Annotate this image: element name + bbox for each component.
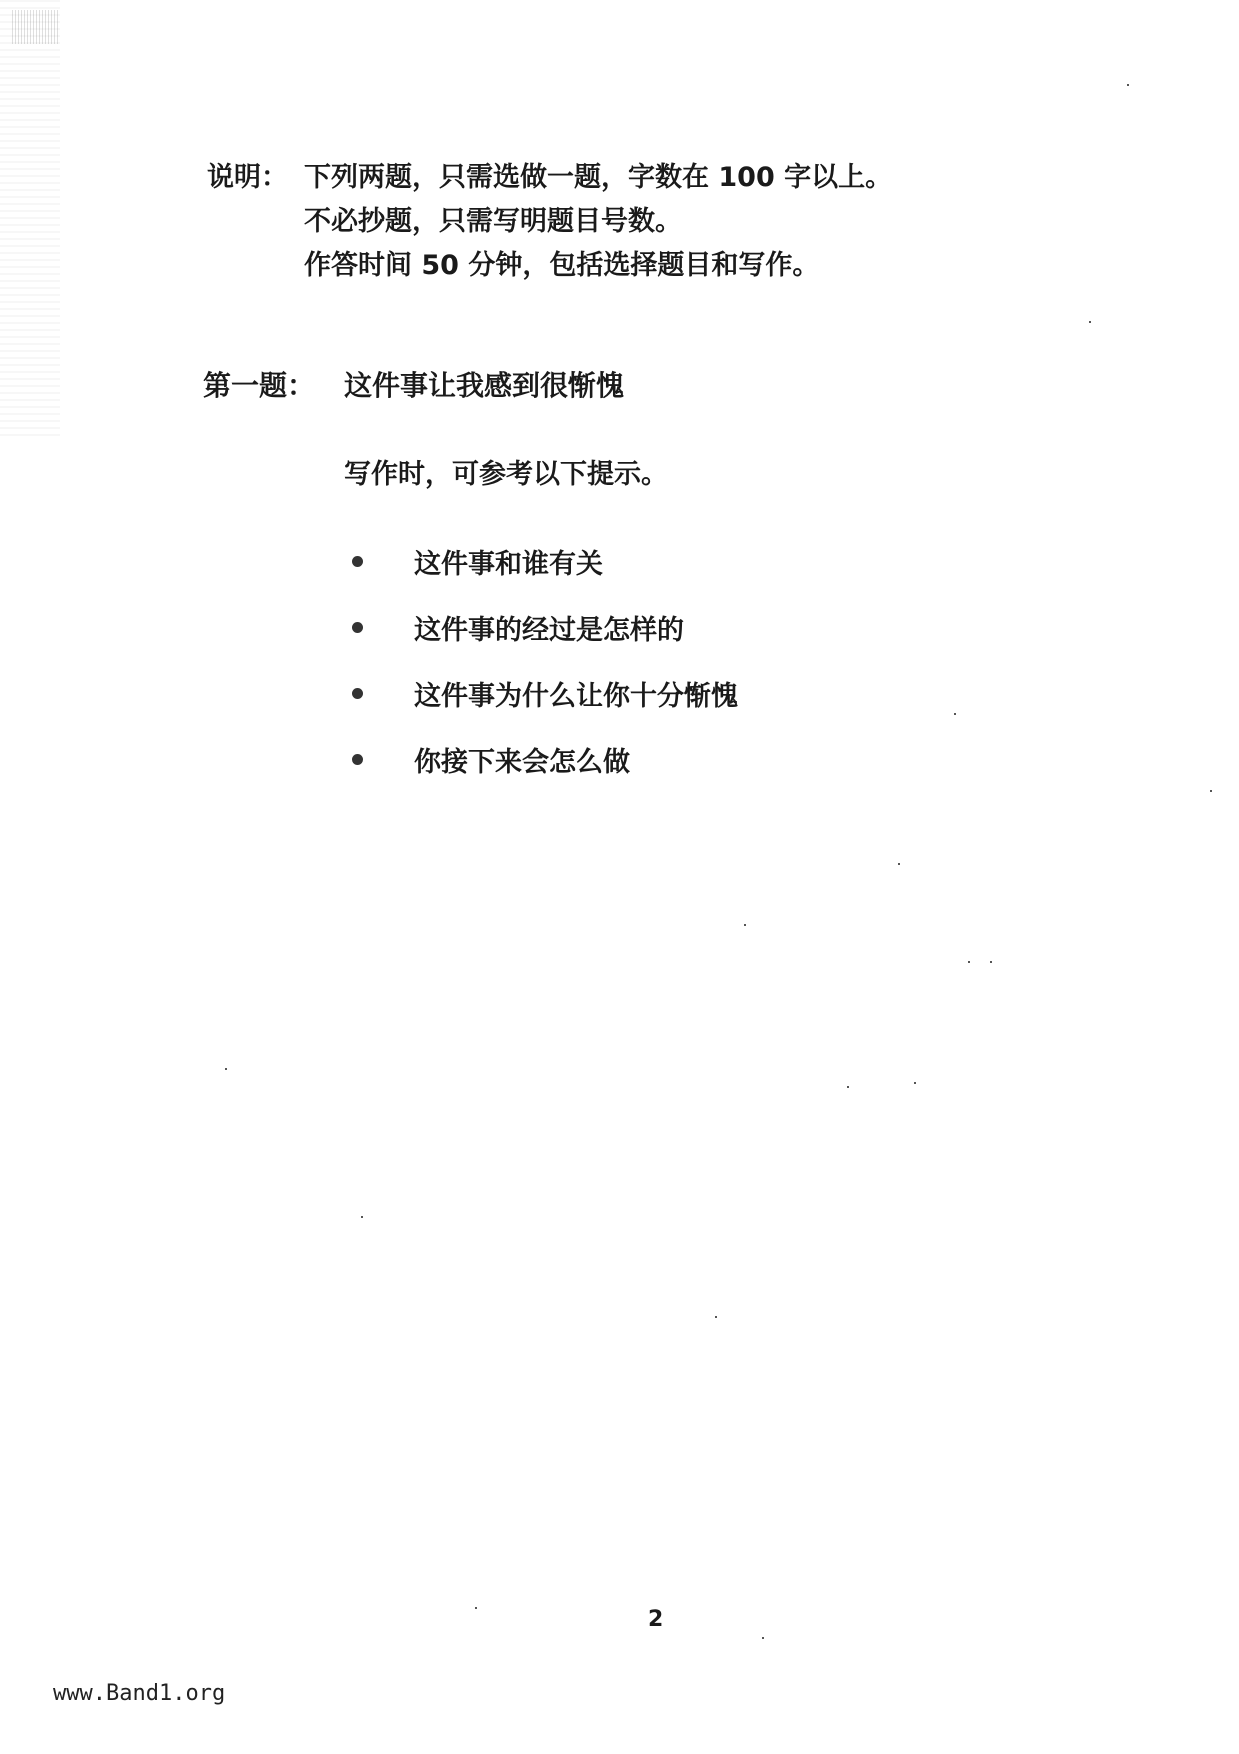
scan-speck (898, 863, 900, 865)
scan-corner-artifact (12, 10, 60, 44)
scan-speck (954, 713, 956, 715)
scan-speck (847, 1086, 849, 1088)
scan-speck (715, 1316, 717, 1318)
scan-edge-artifact (0, 0, 60, 440)
scan-speck (762, 1637, 764, 1639)
scan-speck (914, 1082, 916, 1084)
scan-speck (475, 1607, 477, 1609)
scan-speck (744, 924, 746, 926)
bullet-icon (352, 688, 363, 699)
instructions-text-1: 下列两题，只需选做一题，字数在 100 字以上。 (304, 162, 893, 193)
bullet-icon (352, 754, 363, 765)
instructions-text-2: 不必抄题，只需写明题目号数。 (304, 206, 682, 237)
hint-item (352, 660, 738, 726)
scan-speck (1210, 790, 1212, 792)
instructions-line-3 (207, 244, 1007, 288)
hint-item (352, 726, 738, 792)
instructions-label: 说明： (207, 162, 288, 193)
hint-intro: 写作时，可参考以下提示。 (344, 459, 668, 490)
hint-text: 这件事为什么让你十分惭愧 (414, 680, 738, 712)
hint-list (352, 528, 738, 792)
bullet-icon (352, 622, 363, 633)
instructions-text-3: 作答时间 50 分钟，包括选择题目和写作。 (304, 250, 820, 281)
scan-speck (361, 1216, 363, 1218)
hint-text: 这件事和谁有关 (414, 548, 603, 580)
question-heading (203, 364, 624, 404)
hint-text: 你接下来会怎么做 (414, 746, 630, 778)
scan-speck (990, 961, 992, 963)
instructions-block (207, 156, 1007, 288)
watermark: www.Band1.org (53, 1681, 226, 1706)
instructions-line-2 (207, 200, 1007, 244)
hint-item (352, 528, 738, 594)
page-number: 2 (648, 1607, 664, 1632)
scan-speck (1089, 321, 1091, 323)
question-label: 第一题： (203, 369, 316, 402)
instructions-line-1 (207, 156, 1007, 200)
hint-item (352, 594, 738, 660)
scan-speck (968, 961, 970, 963)
scan-speck (225, 1068, 227, 1070)
scan-speck (1127, 84, 1129, 86)
question-title: 这件事让我感到很惭愧 (344, 369, 625, 402)
bullet-icon (352, 556, 363, 567)
hint-text: 这件事的经过是怎样的 (414, 614, 684, 646)
